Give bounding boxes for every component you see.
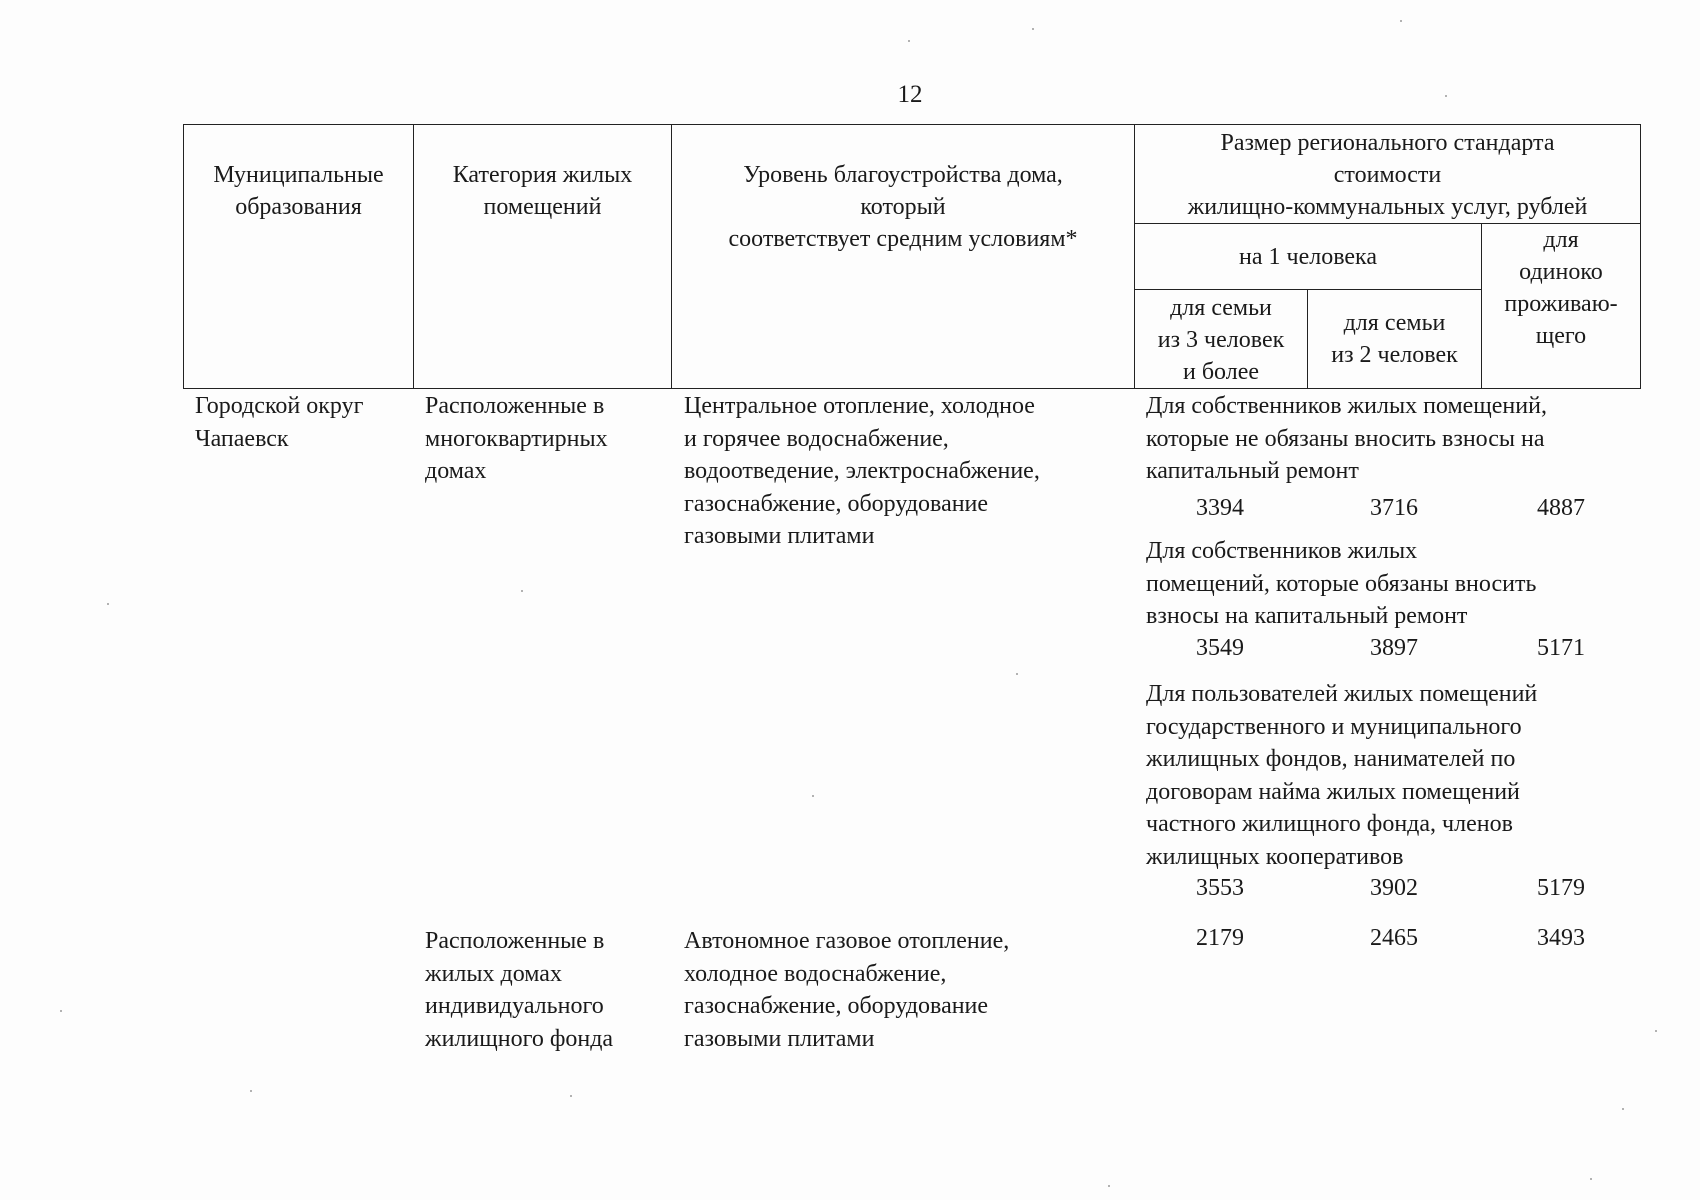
scan-speck	[1590, 1178, 1592, 1180]
scan-speck	[107, 603, 109, 605]
scan-speck	[521, 590, 523, 592]
category-cell-apartment: Расположенные в многоквартирных домах	[425, 393, 608, 484]
value-group2-family3: 3549	[1196, 635, 1244, 661]
scan-speck	[250, 1090, 252, 1092]
scan-speck	[1622, 1108, 1624, 1110]
header-cell-family2	[1307, 289, 1482, 389]
header-cell-per-person	[1134, 223, 1482, 290]
scan-speck	[812, 795, 814, 797]
value-group3-family2: 3902	[1370, 875, 1418, 901]
page-number: 12	[897, 81, 923, 108]
header-cell-municipality	[183, 124, 414, 389]
category-cell-individual: Расположенные в жилых домах индивидуального жилищного фонда	[425, 928, 614, 1052]
header-per-person-label: на 1 человека	[1239, 243, 1377, 270]
header-category-label: Категория жилых помещений	[452, 162, 633, 220]
value-group3-family3: 3553	[1196, 875, 1244, 901]
value-row2-family2: 2465	[1370, 925, 1418, 951]
header-cell-standard	[1134, 124, 1641, 224]
header-cell-level	[671, 124, 1135, 389]
tenants-label: Для пользователей жилых помещений государственного и муниципального жилищных фондов, нанимателей по договорам найма жилых помещений частного жилищного фонда, членов жилищных кооперативов	[1146, 681, 1538, 870]
header-cell-family3	[1134, 289, 1308, 389]
header-single-label: для одиноко проживаю- щего	[1504, 227, 1618, 349]
value-group3-single: 5179	[1537, 875, 1585, 901]
municipality-cell: Городской округ Чапаевск	[195, 393, 364, 452]
header-cell-category	[413, 124, 672, 389]
header-standard-label: Размер регионального стандарта стоимости жилищно-коммунальных услуг, рублей	[1187, 130, 1588, 220]
value-group1-family3: 3394	[1196, 495, 1244, 521]
scan-speck	[908, 40, 910, 42]
level-cell-central: Центральное отопление, холодное и горячее водоснабжение, водоотведение, электроснабжение, газоснабжение, оборудование газовыми плитами	[684, 393, 1040, 549]
scan-speck	[1032, 28, 1034, 30]
scan-speck	[1655, 1030, 1657, 1032]
scan-speck	[1016, 673, 1018, 675]
scan-speck	[1445, 95, 1447, 97]
scan-speck	[570, 1095, 572, 1097]
level-cell-autonomous: Автономное газовое отопление, холодное водоснабжение, газоснабжение, оборудование газовыми плитами	[684, 928, 1010, 1052]
scan-speck	[1400, 20, 1402, 22]
header-family3-label: для семьи из 3 человек и более	[1157, 295, 1285, 385]
header-family2-label: для семьи из 2 человек	[1331, 310, 1458, 368]
scan-speck	[1108, 1185, 1110, 1187]
owners-capital-repair-label: Для собственников жилых помещений, которые обязаны вносить взносы на капитальный ремонт	[1146, 538, 1537, 629]
value-group1-single: 4887	[1537, 495, 1585, 521]
value-group2-family2: 3897	[1370, 635, 1418, 661]
value-group1-family2: 3716	[1370, 495, 1418, 521]
value-group2-single: 5171	[1537, 635, 1585, 661]
header-level-label: Уровень благоустройства дома, который соответствует средним условиям*	[728, 162, 1078, 252]
header-cell-single	[1481, 223, 1641, 389]
scan-speck	[60, 1010, 62, 1012]
value-row2-family3: 2179	[1196, 925, 1244, 951]
owners-no-capital-repair-label: Для собственников жилых помещений, которые не обязаны вносить взносы на капитальный ремонт	[1146, 393, 1547, 484]
value-row2-single: 3493	[1537, 925, 1585, 951]
header-municipality-label: Муниципальные образования	[213, 162, 384, 220]
